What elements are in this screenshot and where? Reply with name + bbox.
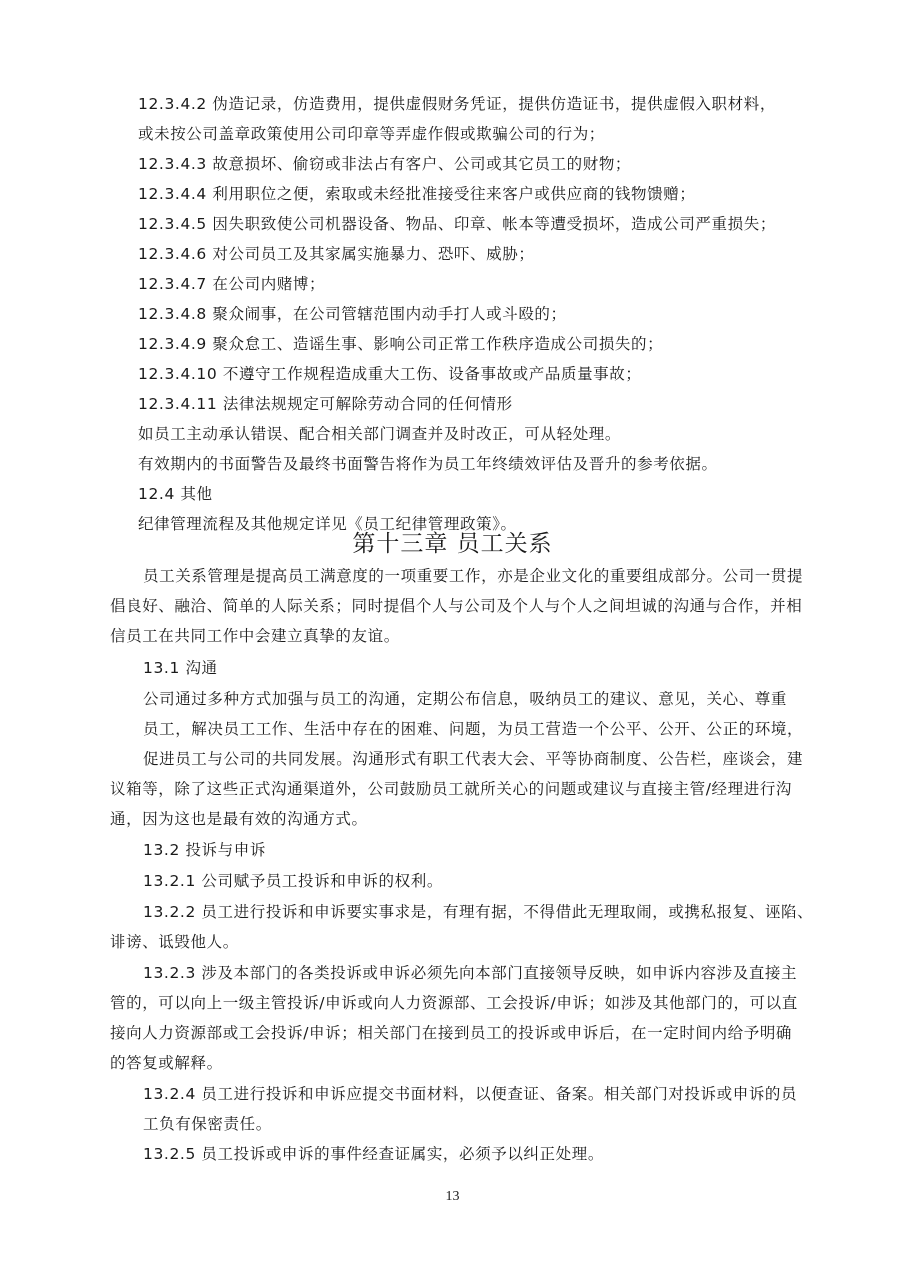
clause-12-3-4-11: 12.3.4.11 法律法规规定可解除劳动合同的任何情形 — [138, 395, 513, 413]
clause-13-2-3-cont-3: 的答复或解释。 — [110, 1054, 223, 1072]
intro-line-3: 信员工在共同工作中会建立真挚的友谊。 — [110, 627, 400, 645]
section-12-4-heading: 12.4 其他 — [138, 485, 213, 503]
clause-12-3-4-7: 12.3.4.7 在公司内赌博； — [138, 275, 326, 293]
clause-13-2-1: 13.2.1 公司赋予员工投诉和申诉的权利。 — [143, 872, 443, 890]
clause-13-2-2: 13.2.2 员工进行投诉和申诉要实事求是，有理有据，不得借此无理取闹，或携私报复、诬陷、 — [143, 903, 814, 921]
clause-12-3-4-6: 12.3.4.6 对公司员工及其家属实施暴力、恐吓、威胁； — [138, 245, 535, 263]
clause-13-2-4: 13.2.4 员工进行投诉和申诉应提交书面材料，以便查证、备案。相关部门对投诉或申诉的员 — [143, 1085, 798, 1103]
clause-13-2-4-cont: 工负有保密责任。 — [143, 1115, 272, 1133]
clause-13-2-3-cont-2: 接向人力资源部或工会投诉/申诉；相关部门在接到员工的投诉或申诉后，在一定时间内给予明确 — [110, 1024, 793, 1042]
clause-12-3-4-10: 12.3.4.10 不遵守工作规程造成重大工伤、设备事故或产品质量事故； — [138, 365, 642, 383]
section-13-1-line-2: 员工，解决员工工作、生活中存在的困难、问题，为员工营造一个公平、公开、公正的环境， — [143, 720, 804, 738]
clause-12-3-4-5: 12.3.4.5 因失职致使公司机器设备、物品、印章、帐本等遭受损坏，造成公司严重损失； — [138, 215, 776, 233]
clause-13-2-3-cont-1: 管的，可以向上一级主管投诉/申诉或向人力资源部、工会投诉/申诉；如涉及其他部门的，可以直 — [110, 994, 798, 1012]
section-12-4-text: 纪律管理流程及其他规定详见《员工纪律管理政策》。 — [138, 515, 517, 533]
clause-13-2-3: 13.2.3 涉及本部门的各类投诉或申诉必须先向本部门直接领导反映，如申诉内容涉及直接主 — [143, 964, 798, 982]
intro-line-1: 员工关系管理是提高员工满意度的一项重要工作，亦是企业文化的重要组成部分。公司一贯提 — [143, 567, 804, 585]
clause-13-2-5: 13.2.5 员工投诉或申诉的事件经查证属实，必须予以纠正处理。 — [143, 1145, 604, 1163]
clause-12-3-4-8: 12.3.4.8 聚众闹事，在公司管辖范围内动手打人或斗殴的； — [138, 305, 567, 323]
chapter-title: 第十三章 员工关系 — [352, 531, 553, 557]
section-13-1-line-3: 促进员工与公司的共同发展。沟通形式有职工代表大会、平等协商制度、公告栏，座谈会，建 — [143, 750, 804, 768]
clause-13-2-2-cont: 诽谤、诋毁他人。 — [110, 933, 239, 951]
intro-line-2: 倡良好、融洽、简单的人际关系；同时提倡个人与公司及个人与个人之间坦诚的沟通与合作，并相 — [110, 597, 803, 615]
section-13-2-heading: 13.2 投诉与申诉 — [143, 841, 266, 859]
leniency-note: 如员工主动承认错误、配合相关部门调查并及时改正，可从轻处理。 — [138, 425, 622, 443]
clause-12-3-4-4: 12.3.4.4 利用职位之便，索取或未经批准接受往来客户或供应商的钱物馈赠； — [138, 185, 696, 203]
page-number: 13 — [445, 1189, 460, 1204]
section-13-1-line-4: 议箱等，除了这些正式沟通渠道外，公司鼓励员工就所关心的问题或建议与直接主管/经理进行沟 — [110, 780, 793, 798]
clause-12-3-4-3: 12.3.4.3 故意损坏、偷窃或非法占有客户、公司或其它员工的财物； — [138, 155, 632, 173]
section-13-1-line-1: 公司通过多种方式加强与员工的沟通，定期公布信息，吸纳员工的建议、意见，关心、尊重 — [143, 690, 788, 708]
clause-12-3-4-2-cont: 或未按公司盖章政策使用公司印章等弄虚作假或欺骗公司的行为； — [138, 125, 605, 143]
clause-12-3-4-2: 12.3.4.2 伪造记录，仿造费用，提供虚假财务凭证，提供仿造证书，提供虚假入职材料， — [138, 95, 776, 113]
warning-validity-note: 有效期内的书面警告及最终书面警告将作为员工年终绩效评估及晋升的参考依据。 — [138, 455, 718, 473]
section-13-1-line-5: 通，因为这也是最有效的沟通方式。 — [110, 810, 368, 828]
section-13-1-heading: 13.1 沟通 — [143, 659, 218, 677]
clause-12-3-4-9: 12.3.4.9 聚众怠工、造谣生事、影响公司正常工作秩序造成公司损失的； — [138, 335, 664, 353]
